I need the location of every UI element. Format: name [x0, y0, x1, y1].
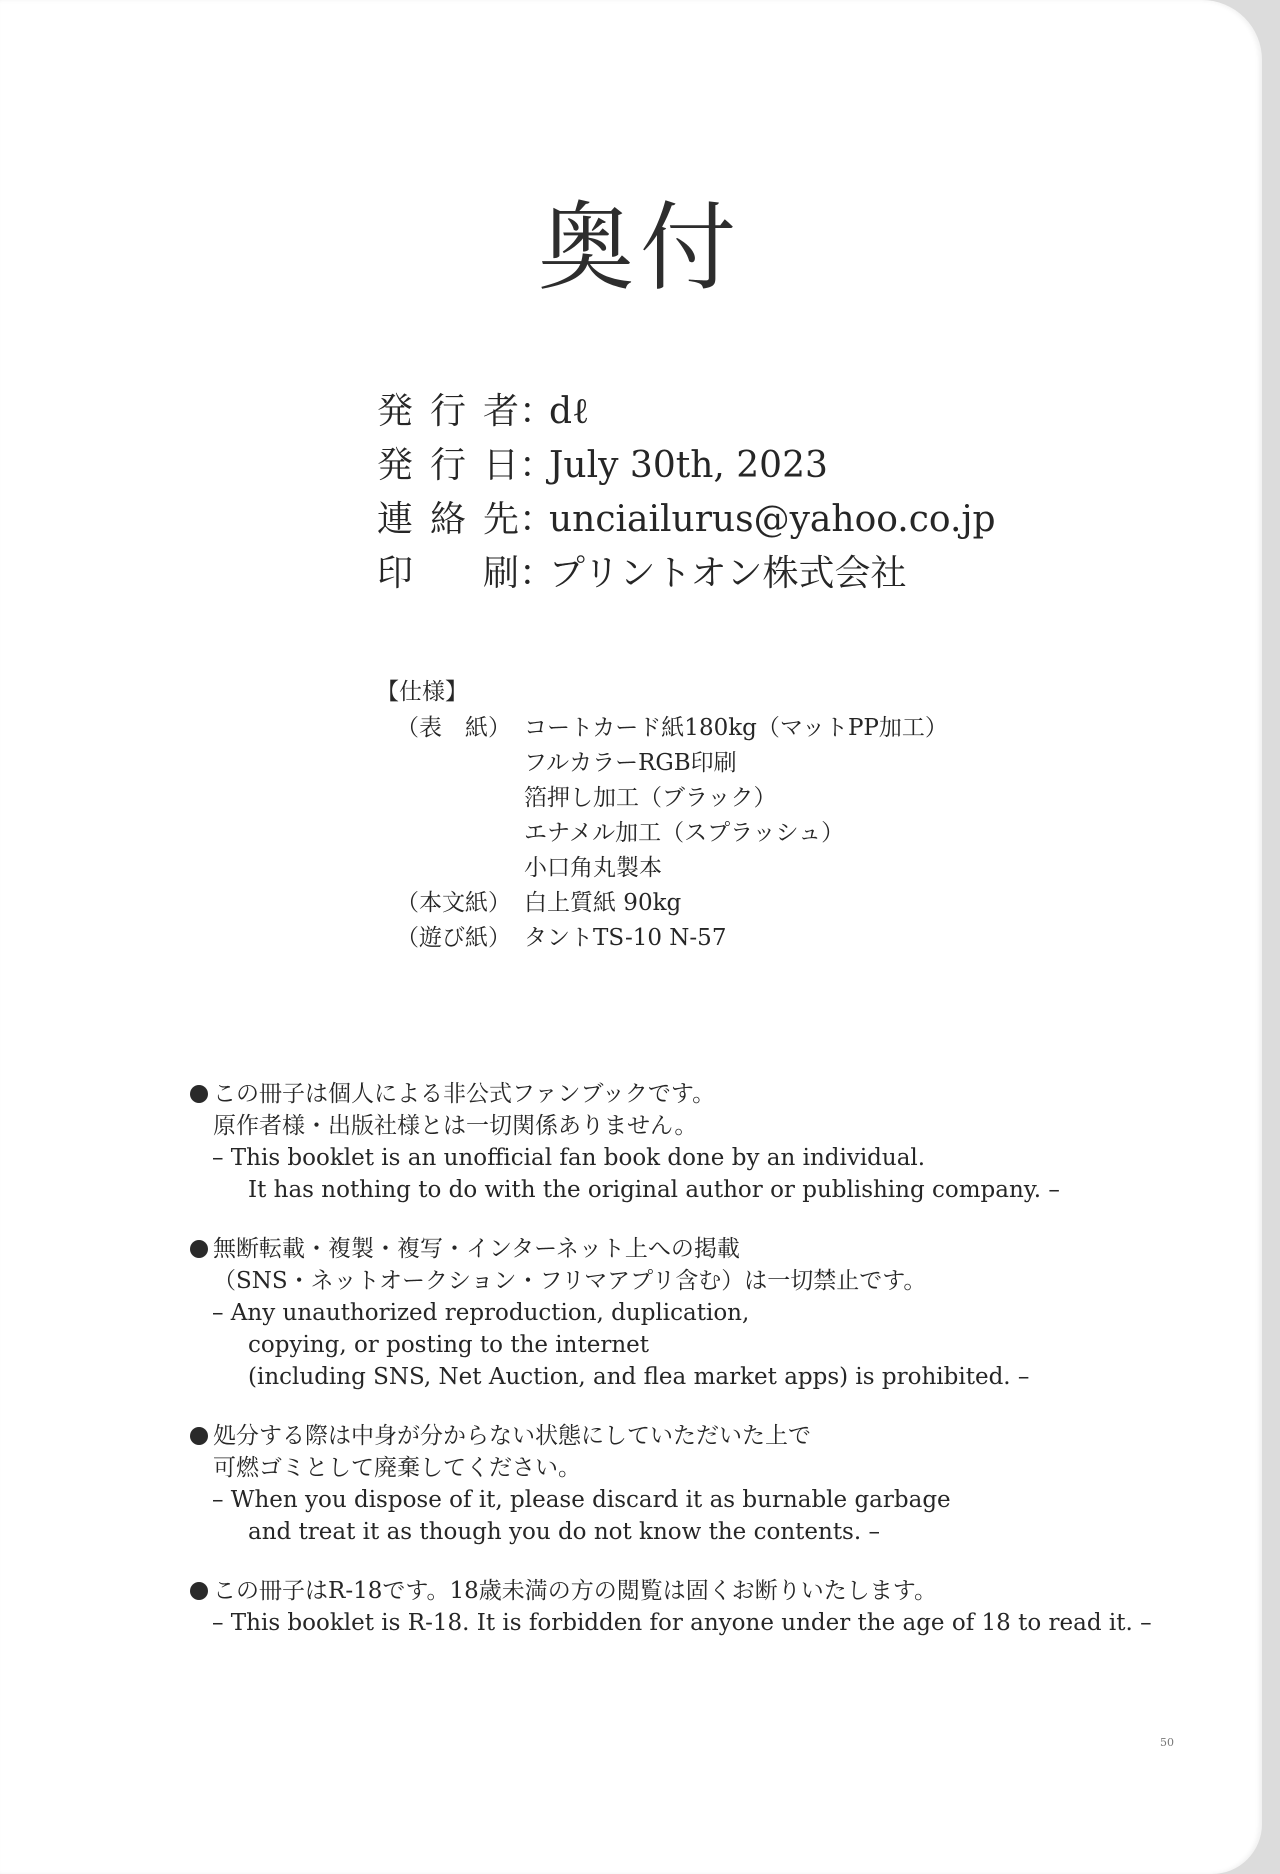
note-en-line: – When you dispose of it, please discard it as burnable garbage: [212, 1487, 951, 1513]
credit-colon: ：: [519, 499, 556, 540]
note-jp-line: この冊子はR-18です。18歳未満の方の閲覧は固くお断りいたします。: [213, 1578, 937, 1604]
spec-block: [376, 673, 948, 956]
note-disposal: [190, 1420, 1152, 1548]
notes-block: [190, 1078, 1152, 1666]
credit-contact: [377, 493, 996, 547]
spec-row: [376, 851, 948, 886]
spec-value: タントTS-10 N-57: [524, 925, 727, 951]
page-number: 50: [1160, 1736, 1174, 1749]
spec-value: コートカード紙180kg（マットPP加工）: [524, 715, 948, 741]
spec-category: （本文紙）: [396, 890, 511, 916]
note-jp-line: 処分する際は中身が分からない状態にしていただいた上で: [213, 1423, 811, 1449]
credit-colon: ：: [519, 391, 556, 432]
note-fanbook: [190, 1078, 1152, 1206]
spec-row: [376, 816, 948, 851]
page-title: 奥付: [538, 192, 742, 304]
note-age-restriction: [190, 1575, 1152, 1639]
spec-title: 【仕様】: [376, 679, 468, 705]
spec-category: （表 紙）: [396, 715, 511, 741]
note-jp-line: この冊子は個人による非公式ファンブックです。: [213, 1081, 716, 1107]
note-reproduction: [190, 1233, 1152, 1393]
note-en-line: – Any unauthorized reproduction, duplication,: [212, 1300, 750, 1326]
spec-value: 箔押し加工（ブラック）: [524, 785, 777, 811]
credits-block: [377, 385, 996, 601]
spec-value: 小口角丸製本: [524, 855, 662, 881]
note-en-line: and treat it as though you do not know the contents. –: [248, 1519, 880, 1545]
spec-category: （遊び紙）: [396, 925, 511, 951]
note-jp-line: 可燃ゴミとして廃棄してください。: [213, 1455, 581, 1481]
credit-colon: ：: [519, 553, 556, 594]
note-en-line: (including SNS, Net Auction, and flea market apps) is prohibited. –: [248, 1364, 1030, 1390]
note-jp-line: 無断転載・複製・複写・インターネット上への掲載: [213, 1236, 740, 1262]
note-en-line: copying, or posting to the internet: [248, 1332, 649, 1358]
credit-colon: ：: [519, 445, 556, 486]
note-jp-line: 原作者様・出版社様とは一切関係ありません。: [213, 1113, 698, 1139]
credit-label: 発行日: [377, 445, 519, 486]
spec-row: [376, 711, 948, 746]
spec-row: [376, 886, 948, 921]
credit-value-email: unciailurus@yahoo.co.jp: [549, 499, 996, 540]
bullet-icon: [190, 1427, 208, 1445]
credit-value: July 30th, 2023: [549, 445, 828, 486]
note-en-line: – This booklet is an unofficial fan book done by an individual.: [212, 1145, 926, 1171]
credit-value: プリントオン株式会社: [549, 553, 907, 594]
credit-date: [377, 439, 996, 493]
credit-label: 発行者: [377, 391, 519, 432]
spec-value: エナメル加工（スプラッシュ）: [524, 820, 845, 846]
bullet-icon: [190, 1085, 208, 1103]
spec-value: フルカラーRGB印刷: [524, 750, 737, 776]
spec-row: [376, 921, 948, 956]
credit-value: dℓ: [549, 391, 590, 432]
note-en-line: It has nothing to do with the original author or publishing company. –: [248, 1177, 1060, 1203]
bullet-icon: [190, 1582, 208, 1600]
bullet-icon: [190, 1240, 208, 1258]
spec-value: 白上質紙 90kg: [524, 890, 682, 916]
spec-row: [376, 746, 948, 781]
credit-printer: [377, 547, 996, 601]
spec-row: [376, 781, 948, 816]
credit-label: 印刷: [377, 553, 519, 594]
credit-publisher: [377, 385, 996, 439]
credit-label: 連絡先: [377, 499, 519, 540]
note-jp-line: （SNS・ネットオークション・フリマアプリ含む）は一切禁止です。: [213, 1268, 927, 1294]
note-en-line: – This booklet is R-18. It is forbidden for anyone under the age of 18 to read it. –: [212, 1610, 1152, 1636]
